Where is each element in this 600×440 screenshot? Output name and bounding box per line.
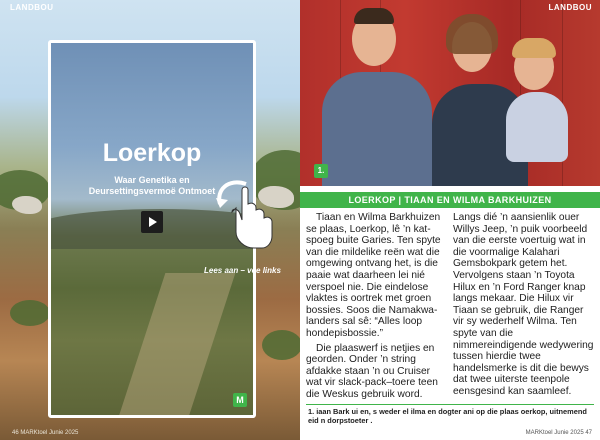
paragraph: Tiaan en Wilma Barkhuizen se plaas, Loerkop, lê ’n kat-spoeg buite Garies. Ten spyte van die mildelike reën wat die omgewing ontvang het, is die paaie wat daarheen lei nié verspoel nie. Die eindelose vlaktes is oortrek met groen bossies. Soos die Namakwa-landers sal sê: “Alles loop hondepisbossie.”: [306, 212, 441, 339]
child-hair: [512, 38, 556, 58]
bush-decoration: [262, 330, 300, 360]
man-figure: [322, 72, 432, 186]
right-page: [300, 0, 600, 440]
page-footer-left: 46 MARKtoel Junie 2025: [12, 430, 79, 436]
road-shape: [117, 273, 236, 418]
woman-hair: [446, 14, 498, 54]
article-column-1: [306, 212, 446, 404]
video-subtitle-line2: Deursettingsvermoë Ontmoet: [88, 186, 216, 196]
play-button[interactable]: [141, 211, 163, 233]
paragraph: Die plaaswerf is netjies en georden. Onder ’n string afdakke staan ’n ou Cruiser wat vir slack-pack–toere teen die Weskus gebruik word.: [306, 342, 438, 400]
swipe-hand-icon: [206, 168, 276, 258]
video-title: Loerkop: [102, 139, 202, 167]
photo-caption: 1. iaan Bark ui en, s weder el ilma en dogter ani op die plaas oerkop, uitnemend eid n dorpstoeter .: [308, 407, 587, 425]
section-tag-right: LANDBOU: [548, 3, 592, 12]
video-subtitle-line1: Waar Genetika en: [114, 175, 190, 185]
sheep-shape: [12, 196, 42, 214]
article-column-2: [453, 212, 596, 401]
swipe-hint: Lees aan – vee links: [204, 266, 281, 275]
child-figure: [506, 92, 568, 162]
page-footer-right: MARKtoel Junie 2025 47: [525, 430, 592, 436]
family-photo: [300, 0, 600, 186]
caption-divider: [306, 404, 594, 405]
bush-decoration: [10, 300, 50, 326]
media-badge: M: [233, 393, 247, 407]
article-headline: LOERKOP | TIAAN EN WILMA BARKHUIZEN: [300, 192, 600, 208]
section-tag: LANDBOU: [10, 3, 54, 12]
paragraph: Langs dié ’n aansienlik ouer Willys Jeep, ’n puik voorbeeld van die eerste voertuig wat in die voormalige Kalahari Gemsbokpark getem het. Vervolgens staan ’n Toyota Hilux en ’n Ford Ranger knap langs mekaar. Die Hilux vir Tiaan se gebruik, die Ranger vir sy wederhelf Wilma. Ten spyte van die nimmereindigende wedywering tussen hierdie twee handelsmerke is dit die bewys dat twee uiterste teenpole eensgesind kan saamleef.: [453, 212, 594, 397]
man-hair: [354, 8, 394, 24]
photo-number-badge: 1.: [314, 164, 328, 178]
